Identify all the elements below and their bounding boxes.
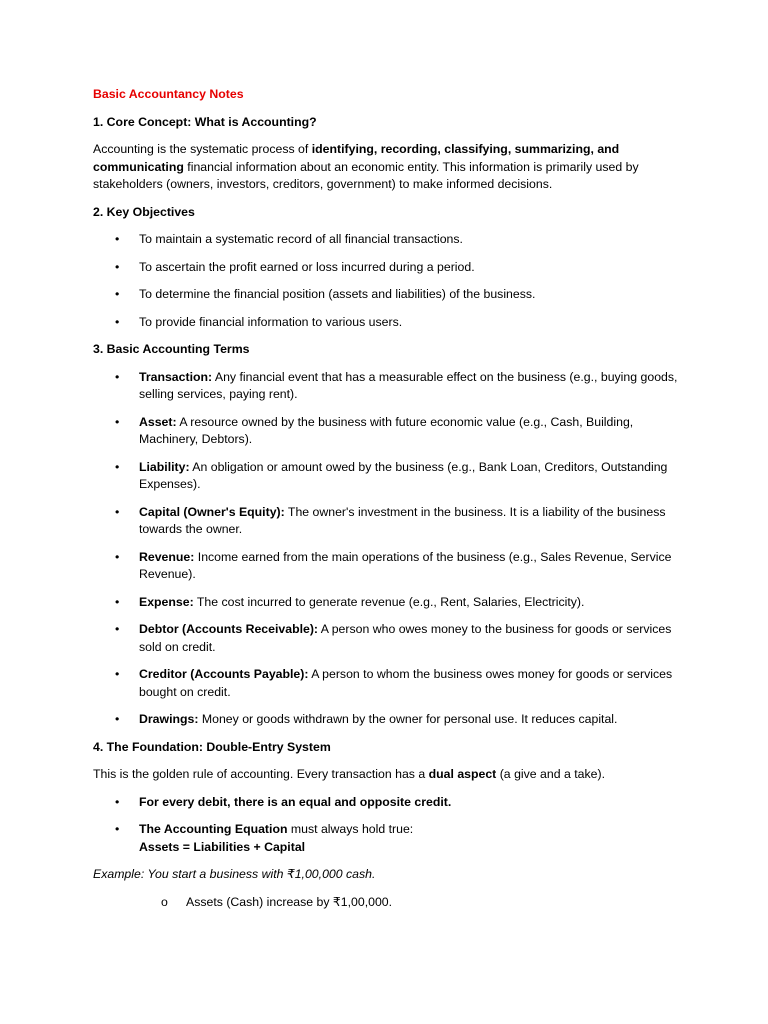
term-label: Liability: — [139, 459, 190, 474]
objective-text: To provide financial information to various users. — [139, 314, 403, 329]
circle-bullet-icon: o — [161, 894, 168, 909]
list-item — [93, 459, 683, 494]
bullet-icon: • — [115, 794, 120, 809]
bullet-icon: • — [115, 314, 120, 329]
list-item — [93, 314, 683, 332]
list-item — [93, 594, 683, 612]
list-item — [93, 286, 683, 304]
term-label: Asset: — [139, 414, 177, 429]
bullet-icon: • — [115, 504, 120, 519]
bullet-icon: • — [115, 259, 120, 274]
example-sub-item: Assets (Cash) increase by ₹1,00,000. — [186, 894, 393, 909]
document-title: Basic Accountancy Notes — [93, 87, 244, 101]
term-label: Expense: — [139, 594, 194, 609]
term-label: Capital (Owner's Equity): — [139, 504, 285, 519]
objective-text: To determine the financial position (assets and liabilities) of the business. — [139, 287, 536, 301]
term-description: The owner's investment in the business. It is a liability of the business towards the owner. — [139, 504, 666, 536]
example-text: Example: You start a business with ₹1,00,000 cash. — [93, 867, 376, 881]
term-description: A person who owes money to the business for goods or services sold on credit. — [139, 622, 672, 654]
section-heading-key-objectives: 2. Key Objectives — [93, 204, 195, 219]
section-heading-double-entry: 4. The Foundation: Double-Entry System — [93, 739, 331, 754]
list-item — [93, 414, 683, 449]
list-item — [93, 549, 683, 584]
list-item — [93, 369, 683, 404]
bullet-icon: • — [115, 287, 120, 301]
accounting-equation: Assets = Liabilities + Capital — [139, 839, 306, 854]
term-description: The cost incurred to generate revenue (e.g., Rent, Salaries, Electricity). — [193, 594, 585, 609]
bullet-icon: • — [115, 414, 120, 429]
term-description: A person to whom the business owes money for goods or services bought on credit. — [139, 667, 673, 699]
list-item — [93, 621, 683, 656]
section-heading-core-concept: 1. Core Concept: What is Accounting? — [93, 114, 317, 129]
term-description: Income earned from the main operations of the business (e.g., Sales Revenue, Service Revenue). — [139, 549, 672, 581]
core-concept-paragraph — [93, 141, 683, 194]
double-entry-text-start: This is the golden rule of accounting. Every transaction has a — [93, 767, 429, 781]
core-concept-text-start: Accounting is the systematic process of — [93, 142, 312, 156]
term-label: Transaction: — [139, 369, 213, 384]
objective-text: To ascertain the profit earned or loss incurred during a period. — [139, 259, 475, 274]
term-label: Debtor (Accounts Receivable): — [139, 622, 319, 636]
double-entry-rules-list — [93, 794, 683, 857]
term-description: An obligation or amount owed by the business (e.g., Bank Loan, Creditors, Outstanding Expenses). — [139, 459, 668, 491]
list-item — [93, 711, 683, 729]
term-label: Creditor (Accounts Payable): — [139, 667, 309, 681]
list-item — [93, 794, 683, 812]
section-heading-accounting-terms: 3. Basic Accounting Terms — [93, 342, 250, 356]
bullet-icon: • — [115, 622, 120, 636]
objective-text: To maintain a systematic record of all financial transactions. — [139, 232, 463, 246]
term-label: Drawings: — [139, 712, 199, 726]
terms-list — [93, 369, 683, 729]
list-item — [93, 894, 683, 912]
debit-credit-rule: For every debit, there is an equal and opposite credit. — [139, 794, 452, 809]
objectives-list — [93, 231, 683, 331]
double-entry-text-end: (a give and a take). — [496, 767, 605, 781]
double-entry-bold-text: dual aspect — [428, 767, 497, 781]
term-description: Any financial event that has a measurable effect on the business (e.g., buying goods, selling services, paying rent). — [139, 369, 678, 401]
bullet-icon: • — [115, 822, 120, 836]
bullet-icon: • — [115, 667, 120, 681]
document-content — [93, 86, 683, 921]
double-entry-paragraph — [93, 766, 683, 784]
bullet-icon: • — [115, 459, 120, 474]
core-concept-text-end: financial information about an economic entity. This information is primarily used by stakeholders (owners, investors, creditors, government) to make informed decisions. — [93, 159, 639, 191]
list-item — [93, 666, 683, 701]
list-item — [93, 821, 683, 856]
bullet-icon: • — [115, 712, 120, 726]
list-item — [93, 231, 683, 249]
core-concept-bold-text: identifying, recording, classifying, summarizing, and communicating — [93, 142, 620, 174]
accounting-equation-label: The Accounting Equation — [139, 822, 288, 836]
bullet-icon: • — [115, 369, 120, 384]
term-description: Money or goods withdrawn by the owner for personal use. It reduces capital. — [198, 712, 618, 726]
bullet-icon: • — [115, 594, 120, 609]
term-label: Revenue: — [139, 549, 195, 564]
list-item — [93, 259, 683, 277]
bullet-icon: • — [115, 232, 120, 246]
accounting-equation-text: must always hold true: — [287, 822, 414, 836]
list-item — [93, 504, 683, 539]
bullet-icon: • — [115, 549, 120, 564]
term-description: A resource owned by the business with future economic value (e.g., Cash, Building, Machinery, Debtors). — [139, 414, 634, 446]
